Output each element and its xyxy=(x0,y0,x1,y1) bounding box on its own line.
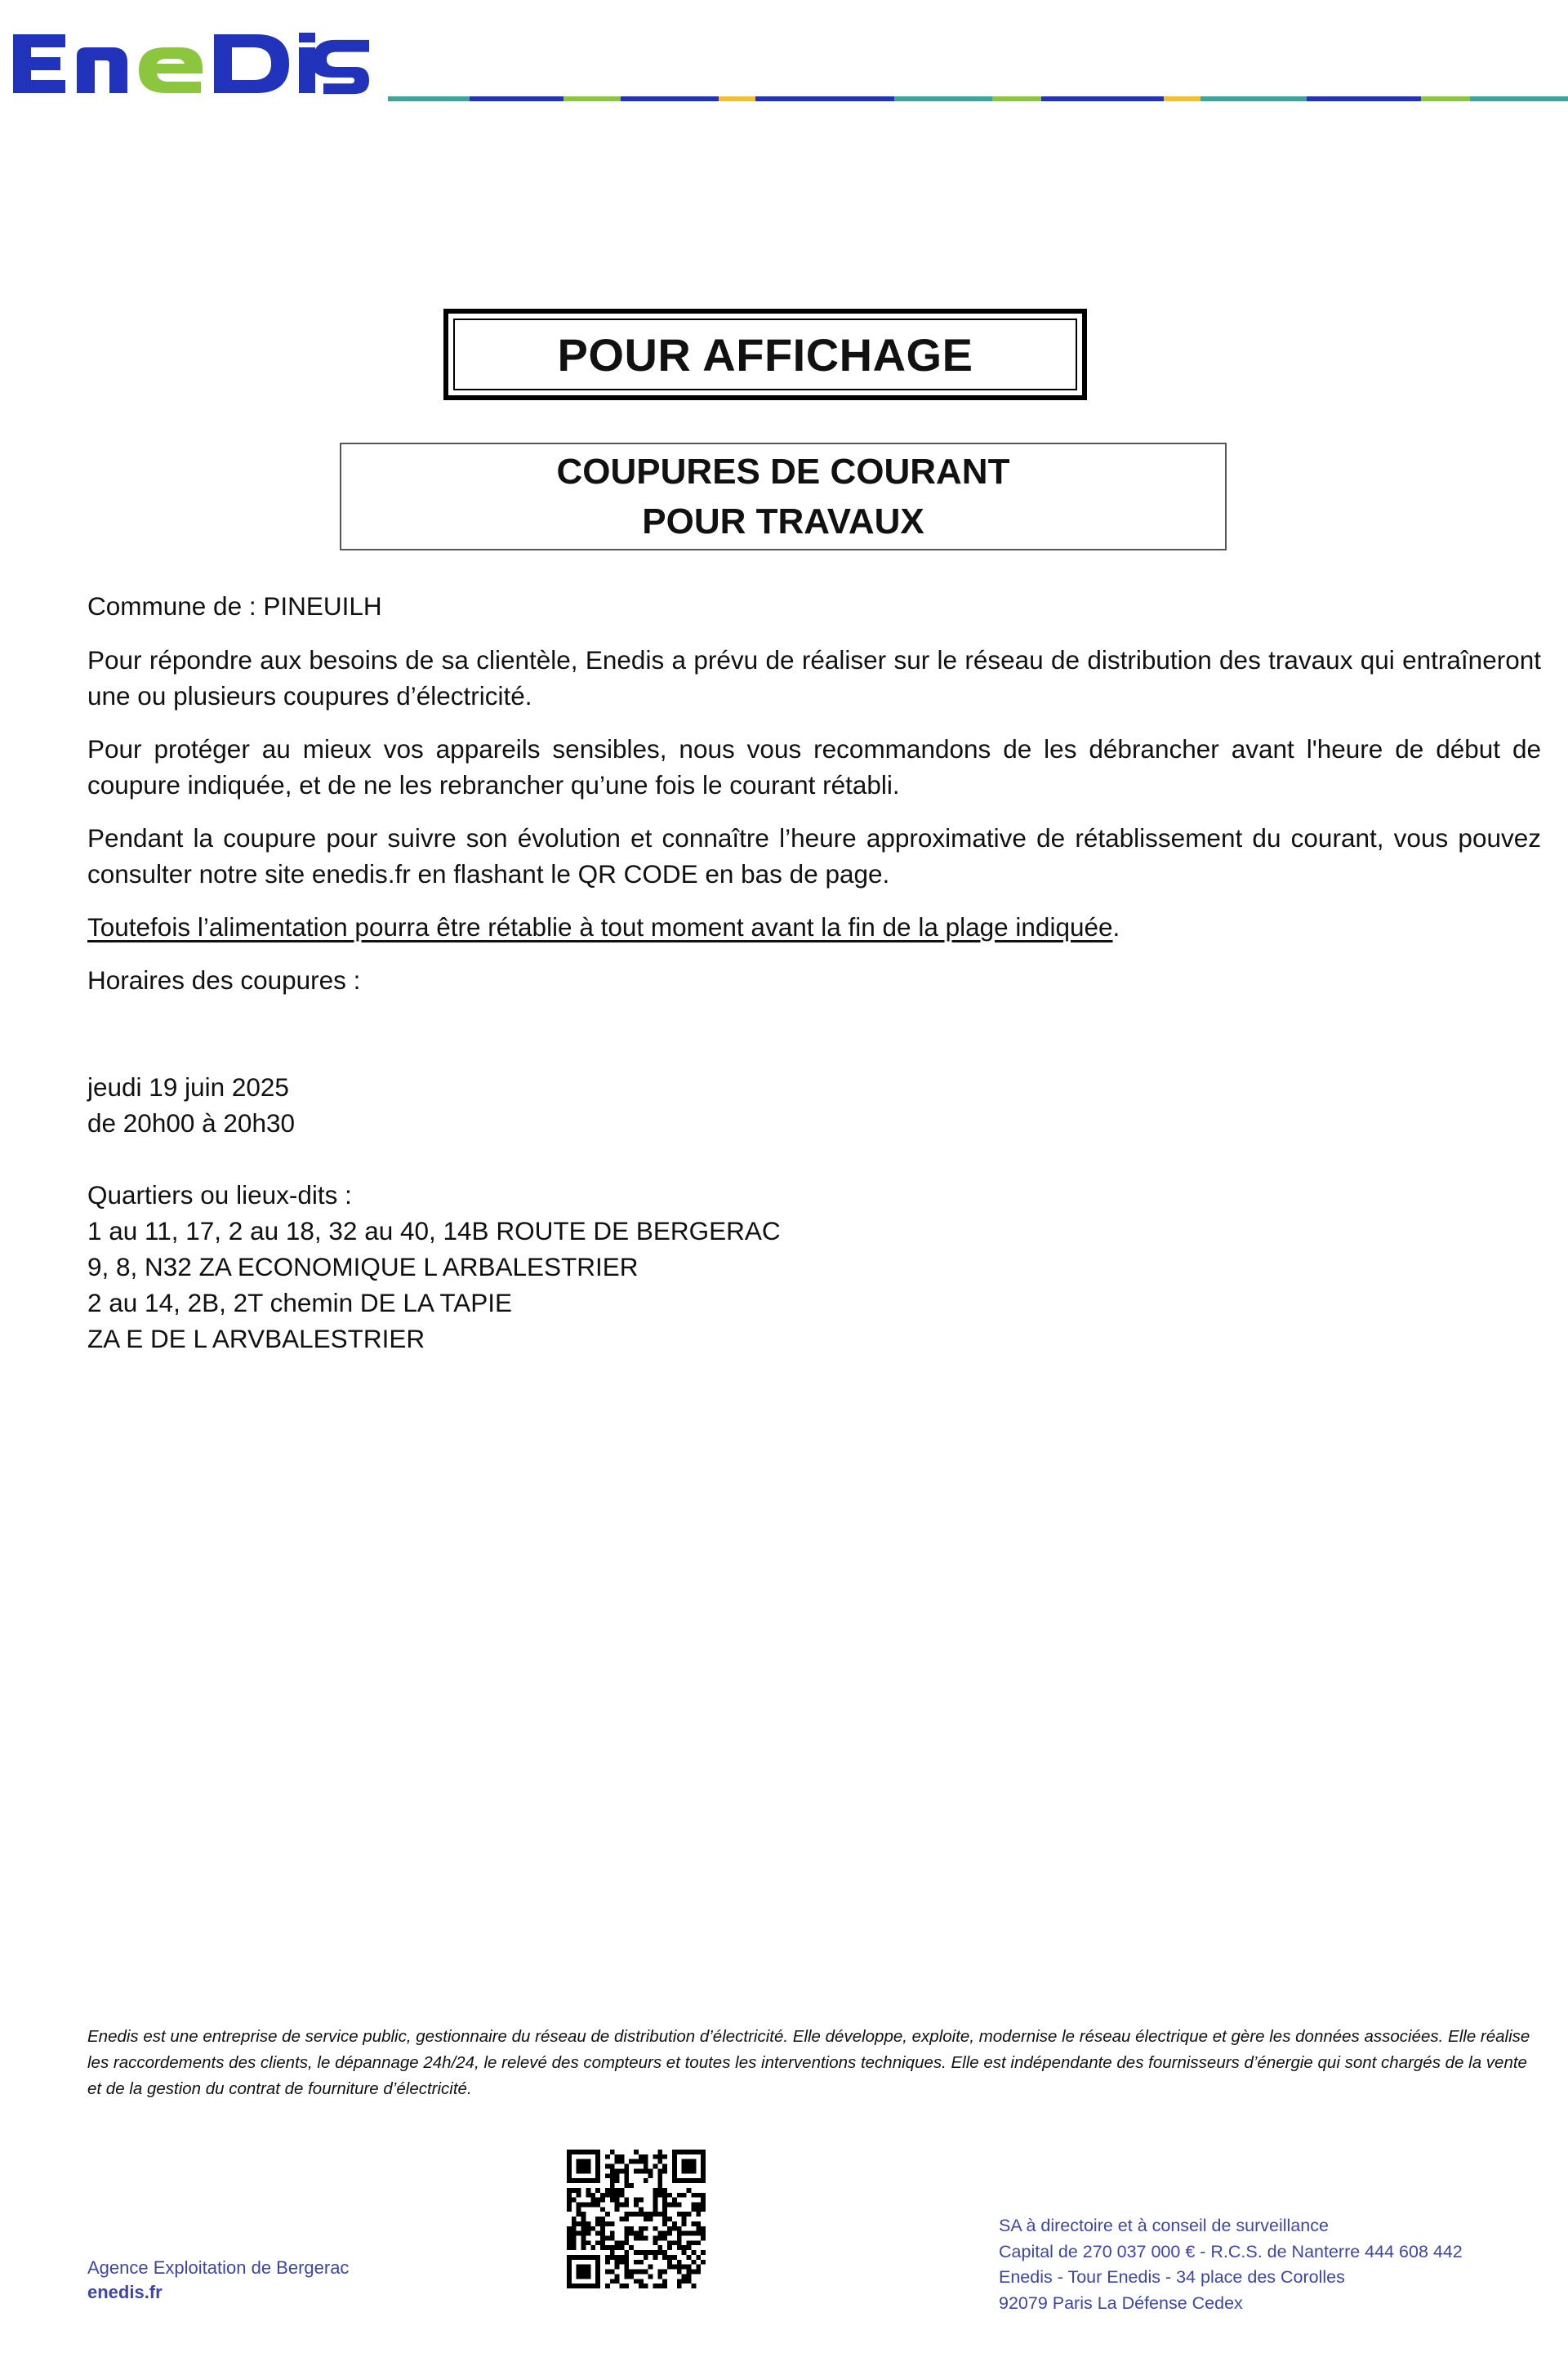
legal-notice: Enedis est une entreprise de service public, gestionnaire du réseau de distribution d’électricité. Elle développe, exploite, modernise le réseau électrique et gère les données associées. Elle réalise les raccordements des clients, le dépannage 24h/24, le relevé des compteurs et toutes les interventions techniques. Elle est indépendante des fournisseurs d’énergie qui sont chargés de la vente et de la gestion du contrat de fourniture d’électricité. xyxy=(87,2027,1530,2098)
agency-name: Agence Exploitation de Bergerac xyxy=(87,2257,350,2278)
outage-time: de 20h00 à 20h30 xyxy=(87,1108,295,1138)
company-info xyxy=(999,2213,1463,2316)
company-line: SA à directoire et à conseil de surveillance xyxy=(999,2216,1329,2235)
agency-website-link[interactable]: enedis.fr xyxy=(87,2282,163,2302)
notice-period: . xyxy=(1112,912,1120,942)
follow-paragraph: Pendant la coupure pour suivre son évolution et connaître l’heure approximative de rétablissement du courant, vous pouvez consulter notre site enedis.fr en flashant le QR CODE en bas de page. xyxy=(87,823,1541,889)
commune-line: Commune de : PINEUILH xyxy=(87,591,382,621)
place-item: 1 au 11, 17, 2 au 18, 32 au 40, 14B ROUTE DE BERGERAC xyxy=(87,1216,781,1245)
intro-paragraph: Pour répondre aux besoins de sa clientèle, Enedis a prévu de réaliser sur le réseau de distribution des travaux qui entraîneront une ou plusieurs coupures d’électricité. xyxy=(87,645,1541,711)
coupures-title-line2: POUR TRAVAUX xyxy=(642,501,924,541)
header-color-stripe xyxy=(388,96,1568,101)
place-item: ZA E DE L ARVBALESTRIER xyxy=(87,1324,425,1353)
agency-block xyxy=(87,2256,349,2305)
outage-date: jeudi 19 juin 2025 xyxy=(87,1072,289,1102)
pour-affichage-box xyxy=(443,309,1087,400)
places-block xyxy=(87,1177,1541,1357)
notice-paragraph xyxy=(87,909,1541,945)
places-label: Quartiers ou lieux-dits : xyxy=(87,1180,352,1210)
horaires-label: Horaires des coupures : xyxy=(87,965,361,995)
place-item: 9, 8, N32 ZA ECONOMIQUE L ARBALESTRIER xyxy=(87,1252,639,1281)
protection-paragraph: Pour protéger au mieux vos appareils sensibles, nous vous recommandons de les débrancher avant l'heure de début de coupure indiquée, et de ne les rebrancher qu’une fois le courant rétabli. xyxy=(87,734,1541,800)
coupures-title-line1: COUPURES DE COURANT xyxy=(556,452,1010,492)
company-line: Capital de 270 037 000 € - R.C.S. de Nanterre 444 608 442 xyxy=(999,2241,1463,2261)
place-item: 2 au 14, 2B, 2T chemin DE LA TAPIE xyxy=(87,1288,513,1317)
enedis-logo xyxy=(8,23,372,105)
notice-text: Toutefois l’alimentation pourra être rétablie à tout moment avant la fin de la plage indiquée xyxy=(87,912,1113,942)
company-line: 92079 Paris La Défense Cedex xyxy=(999,2292,1243,2313)
qr-code[interactable] xyxy=(567,2150,706,2288)
schedule-block xyxy=(87,1069,1541,1141)
company-line: Enedis - Tour Enedis - 34 place des Corolles xyxy=(999,2267,1345,2287)
coupures-title-box xyxy=(340,443,1227,550)
pour-affichage-title: POUR AFFICHAGE xyxy=(453,319,1077,390)
